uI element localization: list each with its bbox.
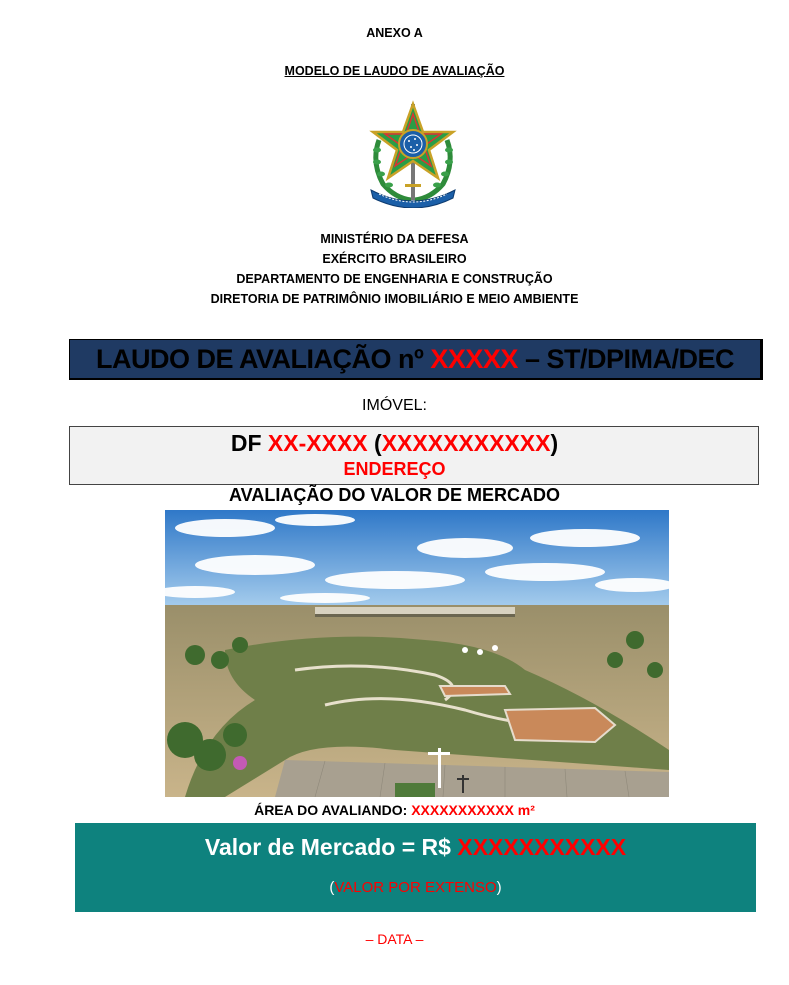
property-name: XXXXXXXXXXX [381,430,551,456]
property-code-line [0,430,789,457]
extenso-paren-open: ( [329,879,335,896]
property-paren-open: ( [367,430,382,456]
org-department: DEPARTAMENTO DE ENGENHARIA E CONSTRUÇÃO [236,272,553,286]
org-directorate: DIRETORIA DE PATRIMÔNIO IMOBILIÁRIO E MEIO AMBIENTE [210,292,579,306]
property-photo [165,510,669,797]
organization-block [0,229,789,309]
report-title-suffix: – ST/DPIMA/DEC [517,344,734,374]
area-value: XXXXXXXXXXX m² [411,802,535,818]
report-title-banner [69,339,763,380]
market-value-extenso: VALOR POR EXTENSO [334,879,497,896]
report-date: – DATA – [365,931,424,947]
area-line [0,802,789,818]
market-value-line [75,834,756,861]
area-label: ÁREA DO AVALIANDO: [254,802,412,818]
org-army: EXÉRCITO BRASILEIRO [322,252,467,266]
model-title: MODELO DE LAUDO DE AVALIAÇÃO [284,64,505,78]
evaluation-title: AVALIAÇÃO DO VALOR DE MERCADO [229,485,560,505]
property-paren-close: ) [550,430,559,456]
property-address: ENDEREÇO [343,459,446,479]
market-value-label: Valor de Mercado = R$ [204,834,458,860]
market-value-extenso-line [75,879,756,896]
extenso-paren-close: ) [496,879,502,896]
brazil-coat-of-arms-icon [365,100,461,208]
report-title-prefix: LAUDO DE AVALIAÇÃO nº [96,344,431,374]
report-number: XXXXX [430,344,518,374]
property-code: XX-XXXX [267,430,368,456]
market-value-amount: XXXXXXXXXXX [457,834,627,860]
property-label: IMÓVEL: [362,397,427,414]
org-ministry: MINISTÉRIO DA DEFESA [320,232,469,246]
property-code-prefix: DF [230,430,268,456]
annex-heading: ANEXO A [366,26,423,40]
